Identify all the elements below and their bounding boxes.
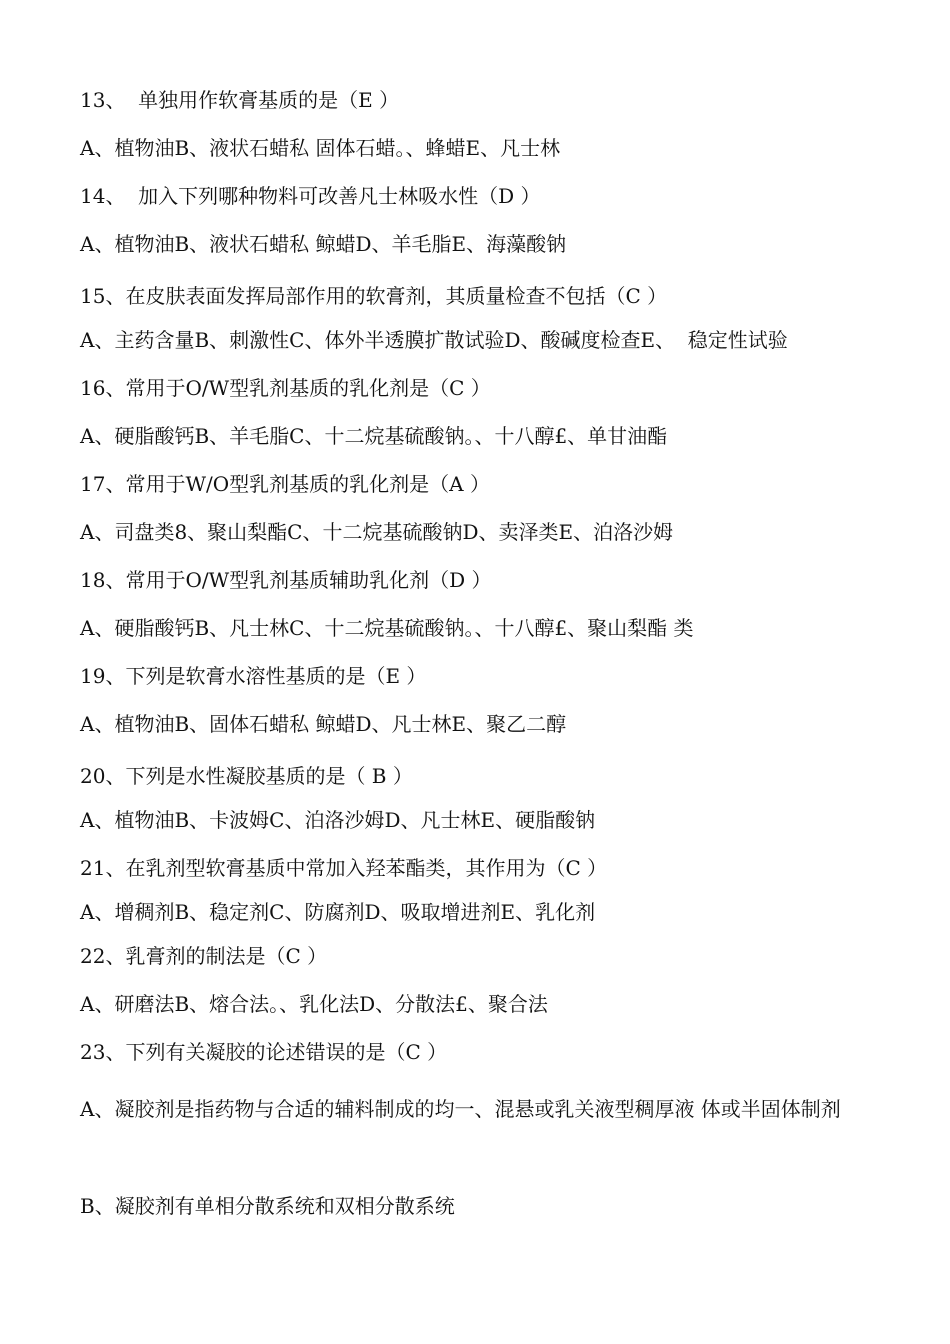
option-23-b: B、凝胶剂有单相分散系统和双相分散系统 [80, 1194, 455, 1218]
options-21: A、增稠剂B、稳定剂C、防腐剂D、吸取增进剂E、乳化剂 [80, 900, 596, 924]
options-17: A、司盘类8、聚山梨酯C、十二烷基硫酸钠D、卖泽类E、泊洛沙姆 [80, 520, 674, 544]
options-18: A、硬脂酸钙B、凡士林C、十二烷基硫酸钠。、十八醇£、聚山梨酯 类 [80, 616, 694, 640]
option-23-a: A、凝胶剂是指药物与合适的辅料制成的均一、混悬或乳关液型稠厚液 体或半固体制剂 [80, 1097, 841, 1121]
question-23: 23、下列有关凝胶的论述错误的是（C ） [80, 1040, 448, 1064]
options-15: A、主药含量B、刺激性C、体外半透膜扩散试验D、酸碱度检查E、 稳定性试验 [80, 328, 788, 352]
question-21: 21、在乳剂型软膏基质中常加入羟苯酯类，其作用为（C ） [80, 856, 608, 880]
question-20: 20、下列是水性凝胶基质的是（ B ） [80, 764, 413, 788]
options-13: A、植物油B、液状石蜡私 固体石蜡。、蜂蜡E、凡士林 [80, 136, 561, 160]
options-20: A、植物油B、卡波姆C、泊洛沙姆D、凡士林E、硬脂酸钠 [80, 808, 596, 832]
question-16: 16、常用于O/W型乳剂基质的乳化剂是（C ） [80, 376, 491, 400]
options-14: A、植物油B、液状石蜡私 鲸蜡D、羊毛脂E、海藻酸钠 [80, 232, 567, 256]
question-17: 17、常用于W/O型乳剂基质的乳化剂是（A ） [80, 472, 490, 496]
question-18: 18、常用于O/W型乳剂基质辅助乳化剂（D ） [80, 568, 492, 592]
question-19: 19、下列是软膏水溶性基质的是（E ） [80, 664, 427, 688]
options-16: A、硬脂酸钙B、羊毛脂C、十二烷基硫酸钠。、十八醇£、单甘油酯 [80, 424, 668, 448]
question-14: 14、 加入下列哪种物料可改善凡士林吸水性（D ） [80, 184, 541, 208]
question-13: 13、 单独用作软膏基质的是（E ） [80, 88, 400, 112]
options-19: A、植物油B、固体石蜡私 鲸蜡D、凡士林E、聚乙二醇 [80, 712, 567, 736]
question-22: 22、乳膏剂的制法是（C ） [80, 944, 328, 968]
options-22: A、研磨法B、熔合法。、乳化法D、分散法£、聚合法 [80, 992, 548, 1016]
question-15: 15、在皮肤表面发挥局部作用的软膏剂，其质量检查不包括（C ） [80, 284, 668, 308]
